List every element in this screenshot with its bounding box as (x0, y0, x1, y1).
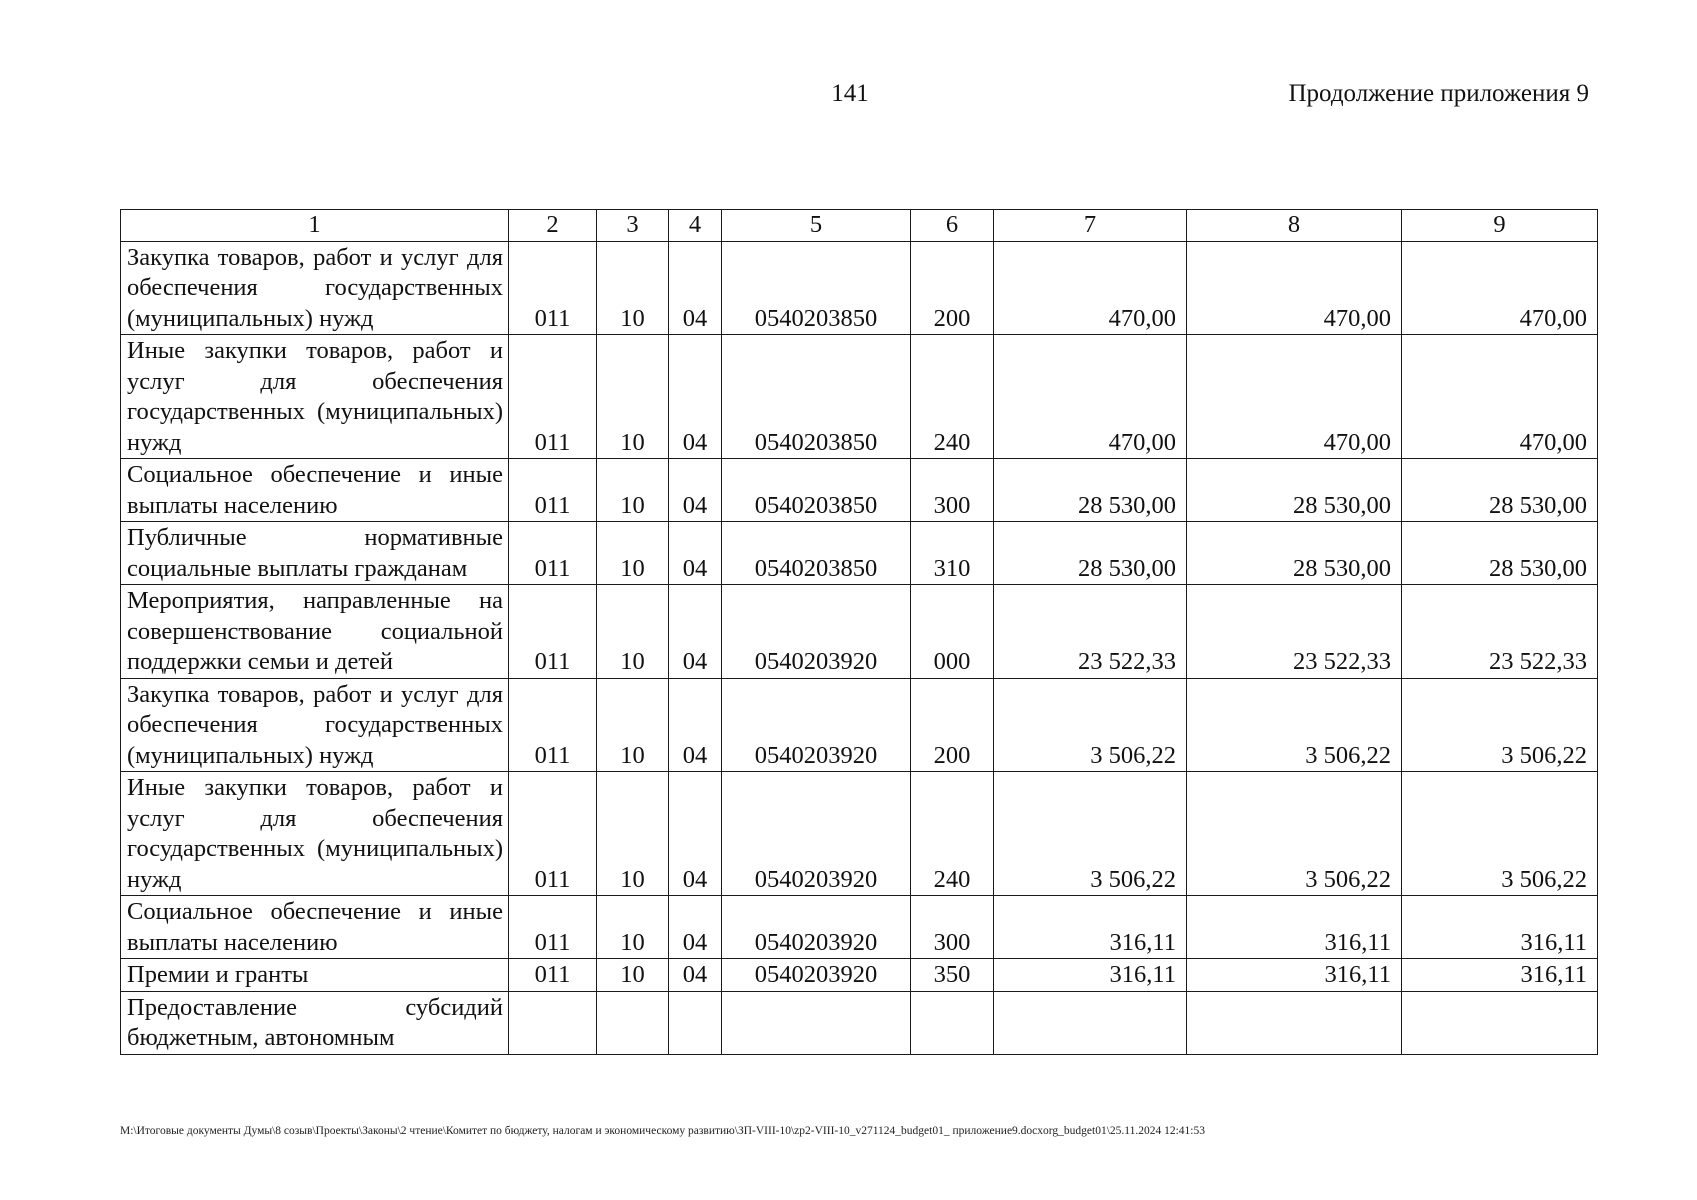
document-file-path: M:\Итоговые документы Думы\8 созыв\Проекты\Законы\2 чтение\Комитет по бюджету, налогам и экономическому развитию\ЗП-VIII-10\zp2-VIII-10_v271124_budget01_ приложение9.docxorg_budget01\25.11.2024 12:41:53 (120, 1125, 1205, 1137)
expense-type-code: 240 (911, 335, 994, 459)
row-name: Иные закупки товаров, работ и услуг для обеспечения государственных (муниципальных) нужд (121, 772, 509, 896)
section-code: 10 (597, 772, 669, 896)
amount-col-7: 3 506,22 (994, 772, 1187, 896)
section-code: 10 (597, 459, 669, 522)
table-row (121, 959, 1598, 992)
column-number: 9 (1402, 210, 1598, 242)
target-article-code (722, 991, 911, 1054)
ministry-code: 011 (509, 585, 597, 679)
target-article-code: 0540203920 (722, 959, 911, 992)
amount-col-8: 28 530,00 (1187, 459, 1402, 522)
amount-col-7: 470,00 (994, 241, 1187, 335)
amount-col-8: 316,11 (1187, 896, 1402, 959)
column-number-row (121, 210, 1598, 242)
row-name: Закупка товаров, работ и услуг для обеспечения государственных (муниципальных) нужд (121, 678, 509, 772)
table-row (121, 585, 1598, 679)
amount-col-8: 470,00 (1187, 335, 1402, 459)
table-row (121, 772, 1598, 896)
expense-type-code: 200 (911, 241, 994, 335)
amount-col-9: 316,11 (1402, 959, 1598, 992)
amount-col-7: 470,00 (994, 335, 1187, 459)
section-code: 10 (597, 241, 669, 335)
amount-col-7: 23 522,33 (994, 585, 1187, 679)
ministry-code: 011 (509, 522, 597, 585)
subsection-code: 04 (669, 896, 722, 959)
amount-col-7: 28 530,00 (994, 459, 1187, 522)
amount-col-9: 470,00 (1402, 335, 1598, 459)
amount-col-9: 316,11 (1402, 896, 1598, 959)
subsection-code: 04 (669, 772, 722, 896)
subsection-code: 04 (669, 335, 722, 459)
column-number: 7 (994, 210, 1187, 242)
amount-col-9: 470,00 (1402, 241, 1598, 335)
column-number: 6 (911, 210, 994, 242)
section-code: 10 (597, 585, 669, 679)
amount-col-9: 3 506,22 (1402, 678, 1598, 772)
ministry-code: 011 (509, 678, 597, 772)
amount-col-8: 316,11 (1187, 959, 1402, 992)
expense-type-code: 200 (911, 678, 994, 772)
column-number: 4 (669, 210, 722, 242)
expense-type-code: 300 (911, 896, 994, 959)
subsection-code: 04 (669, 678, 722, 772)
subsection-code: 04 (669, 959, 722, 992)
amount-col-7 (994, 991, 1187, 1054)
target-article-code: 0540203920 (722, 772, 911, 896)
target-article-code: 0540203920 (722, 896, 911, 959)
section-code: 10 (597, 678, 669, 772)
section-code: 10 (597, 522, 669, 585)
amount-col-7: 316,11 (994, 896, 1187, 959)
page-number: 141 (831, 80, 869, 107)
amount-col-8: 23 522,33 (1187, 585, 1402, 679)
amount-col-8: 470,00 (1187, 241, 1402, 335)
ministry-code: 011 (509, 772, 597, 896)
ministry-code: 011 (509, 959, 597, 992)
column-number: 2 (509, 210, 597, 242)
ministry-code: 011 (509, 459, 597, 522)
target-article-code: 0540203920 (722, 678, 911, 772)
subsection-code: 04 (669, 522, 722, 585)
subsection-code: 04 (669, 241, 722, 335)
table-row (121, 991, 1598, 1054)
row-name: Социальное обеспечение и иные выплаты населению (121, 896, 509, 959)
amount-col-7: 28 530,00 (994, 522, 1187, 585)
column-number: 3 (597, 210, 669, 242)
row-name: Премии и гранты (121, 959, 509, 992)
subsection-code (669, 991, 722, 1054)
amount-col-9: 23 522,33 (1402, 585, 1598, 679)
row-name: Закупка товаров, работ и услуг для обеспечения государственных (муниципальных) нужд (121, 241, 509, 335)
section-code: 10 (597, 896, 669, 959)
row-name: Мероприятия, направленные на совершенствование социальной поддержки семьи и детей (121, 585, 509, 679)
target-article-code: 0540203850 (722, 522, 911, 585)
target-article-code: 0540203850 (722, 241, 911, 335)
table-row (121, 896, 1598, 959)
expense-type-code (911, 991, 994, 1054)
column-number: 5 (722, 210, 911, 242)
row-name: Публичные нормативные социальные выплаты гражданам (121, 522, 509, 585)
ministry-code: 011 (509, 335, 597, 459)
amount-col-8 (1187, 991, 1402, 1054)
expense-type-code: 000 (911, 585, 994, 679)
section-code: 10 (597, 335, 669, 459)
amount-col-9: 3 506,22 (1402, 772, 1598, 896)
table-row (121, 241, 1598, 335)
target-article-code: 0540203850 (722, 335, 911, 459)
section-code: 10 (597, 959, 669, 992)
amount-col-8: 3 506,22 (1187, 772, 1402, 896)
row-name: Социальное обеспечение и иные выплаты населению (121, 459, 509, 522)
ministry-code: 011 (509, 241, 597, 335)
table-row (121, 459, 1598, 522)
amount-col-9 (1402, 991, 1598, 1054)
column-number: 8 (1187, 210, 1402, 242)
target-article-code: 0540203920 (722, 585, 911, 679)
ministry-code: 011 (509, 896, 597, 959)
table-row (121, 522, 1598, 585)
section-code (597, 991, 669, 1054)
amount-col-7: 316,11 (994, 959, 1187, 992)
row-name: Предоставление субсидий бюджетным, автономным (121, 991, 509, 1054)
target-article-code: 0540203850 (722, 459, 911, 522)
budget-allocation-table (120, 209, 1598, 1055)
expense-type-code: 350 (911, 959, 994, 992)
expense-type-code: 300 (911, 459, 994, 522)
expense-type-code: 240 (911, 772, 994, 896)
row-name: Иные закупки товаров, работ и услуг для обеспечения государственных (муниципальных) нужд (121, 335, 509, 459)
subsection-code: 04 (669, 585, 722, 679)
amount-col-8: 28 530,00 (1187, 522, 1402, 585)
amount-col-7: 3 506,22 (994, 678, 1187, 772)
expense-type-code: 310 (911, 522, 994, 585)
appendix-continuation-label: Продолжение приложения 9 (1288, 80, 1589, 107)
table-row (121, 678, 1598, 772)
amount-col-9: 28 530,00 (1402, 459, 1598, 522)
column-number: 1 (121, 210, 509, 242)
amount-col-9: 28 530,00 (1402, 522, 1598, 585)
table-row (121, 335, 1598, 459)
subsection-code: 04 (669, 459, 722, 522)
amount-col-8: 3 506,22 (1187, 678, 1402, 772)
ministry-code (509, 991, 597, 1054)
